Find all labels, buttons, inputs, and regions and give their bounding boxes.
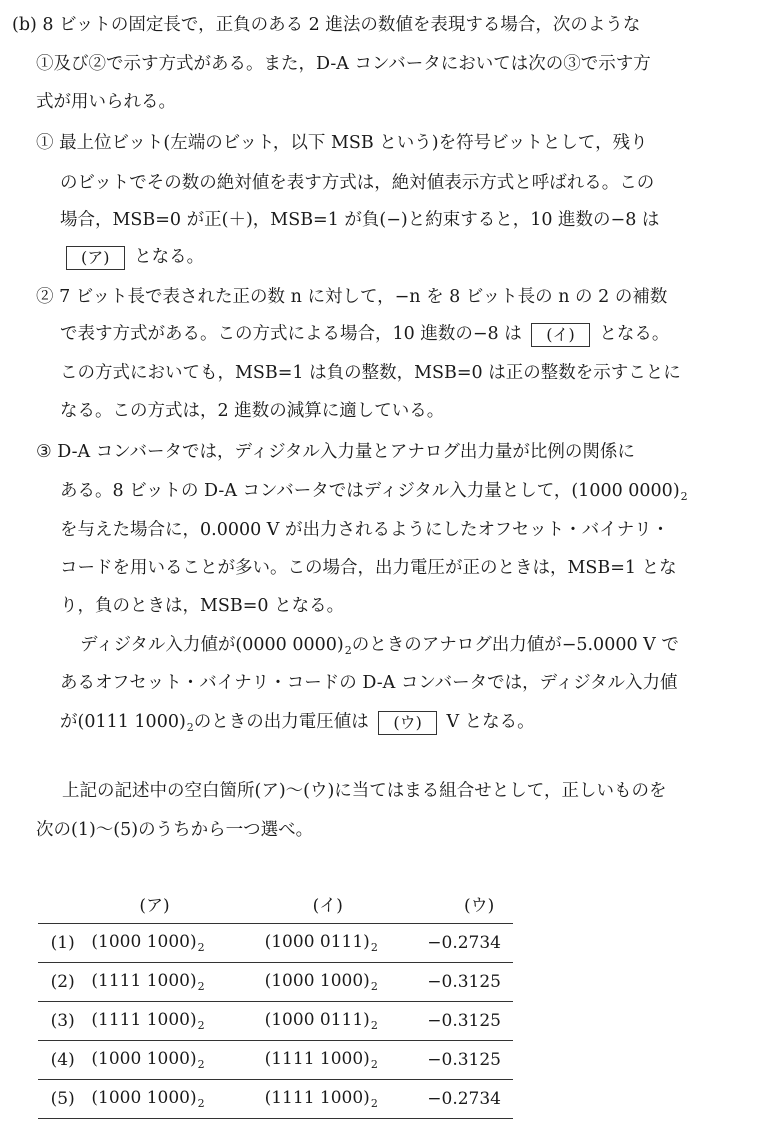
cell-a: (1000 $1000)_2$ bbox=[87, 1041, 264, 1080]
table-row[interactable] bbox=[38, 963, 513, 1002]
option-number: (5) bbox=[38, 1080, 87, 1119]
item2-line-3: この方式においても，MSB=1 は負の整数，MSB=0 は正の整数を示すことに bbox=[60, 363, 681, 383]
blank-i-box: (イ) bbox=[531, 323, 590, 347]
blank-u-box: (ウ) bbox=[378, 711, 437, 735]
subscript: 2 bbox=[186, 721, 194, 734]
cell-a: (1111 $1000)_2$ bbox=[87, 963, 264, 1002]
cell-u: −0.2734 bbox=[427, 924, 513, 963]
cell-u: −0.3125 bbox=[427, 1002, 513, 1041]
option-number: (4) bbox=[38, 1041, 87, 1080]
header-cell-u: (ウ) bbox=[464, 895, 495, 916]
item3-line-5: り，負のときは，MSB=0 となる。 bbox=[60, 596, 345, 616]
item3-line-6-after: のときのアナログ出力値が−5.0000 V で bbox=[351, 635, 679, 655]
item3-line-6-text: ディジタル入力値が(0000 0000) bbox=[80, 635, 344, 655]
item1-line-3: 場合，MSB=0 が正(＋)，MSB=1 が負(−)と約束すると，10 進数の−8 は bbox=[60, 210, 660, 230]
table-row[interactable] bbox=[38, 1002, 513, 1041]
cell-i: (1000 $0111)_2$ bbox=[265, 1002, 428, 1041]
item3-line-1: ③ D-A コンバータでは，ディジタル入力量とアナログ出力量が比例の関係に bbox=[36, 442, 635, 462]
cell-u: −0.2734 bbox=[427, 1080, 513, 1119]
item1-line-2: のビットでその数の絶対値を表す方式は，絶対値表示方式と呼ばれる。この bbox=[60, 173, 655, 193]
option-number: (2) bbox=[38, 963, 87, 1002]
item1-line-1: ① 最上位ビット(左端のビット，以下 MSB という)を符号ビットとして，残り bbox=[36, 133, 648, 153]
item3-line-8-after: V となる。 bbox=[446, 712, 535, 732]
table-row[interactable] bbox=[38, 1041, 513, 1080]
cell-i: (1000 $1000)_2$ bbox=[265, 963, 428, 1002]
cell-i: (1000 $0111)_2$ bbox=[265, 924, 428, 963]
header-cell-i: (イ) bbox=[312, 895, 343, 916]
cell-u: −0.3125 bbox=[427, 1041, 513, 1080]
cell-a: (1000 $1000)_2$ bbox=[87, 1080, 264, 1119]
item3-line-7: あるオフセット・バイナリ・コードの D-A コンバータでは，ディジタル入力値 bbox=[60, 673, 678, 693]
item3-line-8-text: が(0111 1000) bbox=[60, 712, 186, 732]
intro-line-1: (b) 8 ビットの固定長で，正負のある 2 進法の数値を表現する場合，次のような bbox=[12, 15, 641, 35]
table-row[interactable] bbox=[38, 924, 513, 963]
cell-a: (1000 $1000)_2$ bbox=[87, 924, 264, 963]
subscript: 2 bbox=[344, 644, 352, 657]
item1-line-4 bbox=[62, 245, 204, 270]
cell-u: −0.3125 bbox=[427, 963, 513, 1002]
cell-a: (1111 $1000)_2$ bbox=[87, 1002, 264, 1041]
item2-line-2-text: で表す方式がある。この方式による場合，10 進数の−8 は bbox=[60, 324, 522, 344]
header-cell-a: (ア) bbox=[139, 895, 170, 916]
item1-line-4-text: となる。 bbox=[134, 247, 205, 267]
item2-line-4: なる。この方式は，2 進数の減算に適している。 bbox=[60, 401, 445, 421]
item2-line-2-after: となる。 bbox=[599, 324, 670, 344]
question-line-2: 次の(1)〜(5)のうちから一つ選べ。 bbox=[36, 820, 314, 840]
blank-a-box: (ア) bbox=[66, 246, 125, 270]
option-number: (3) bbox=[38, 1002, 87, 1041]
item3-line-2-text: ある。8 ビットの D-A コンバータではディジタル入力量として，(1000 0000) bbox=[60, 481, 680, 501]
item3-line-8-mid: のときの出力電圧値は bbox=[193, 712, 369, 732]
table-header-row bbox=[38, 883, 513, 924]
cell-i: (1111 $1000)_2$ bbox=[265, 1080, 428, 1119]
option-number: (1) bbox=[38, 924, 87, 963]
intro-line-2: ①及び②で示す方式がある。また，D-A コンバータにおいては次の③で示す方 bbox=[36, 54, 651, 74]
item3-line-6 bbox=[80, 633, 679, 663]
header-cell-empty bbox=[38, 883, 87, 924]
item2-line-1: ② 7 ビット長で表された正の数 n に対して，−n を 8 ビット長の n の 2 の補数 bbox=[36, 287, 668, 307]
subscript: 2 bbox=[680, 490, 688, 503]
question-line-1: 上記の記述中の空白箇所(ア)〜(ウ)に当てはまる組合せとして，正しいものを bbox=[62, 781, 667, 801]
item3-line-2 bbox=[60, 479, 688, 509]
item3-line-3: を与えた場合に，0.0000 V が出力されるようにしたオフセット・バイナリ・ bbox=[60, 520, 670, 540]
answer-table bbox=[38, 883, 513, 1119]
intro-line-3: 式が用いられる。 bbox=[36, 92, 176, 112]
cell-i: (1111 $1000)_2$ bbox=[265, 1041, 428, 1080]
item3-line-4: コードを用いることが多い。この場合，出力電圧が正のときは，MSB=1 とな bbox=[60, 558, 677, 578]
item2-line-2 bbox=[60, 322, 669, 347]
table-row[interactable] bbox=[38, 1080, 513, 1119]
item3-line-8 bbox=[60, 710, 535, 740]
